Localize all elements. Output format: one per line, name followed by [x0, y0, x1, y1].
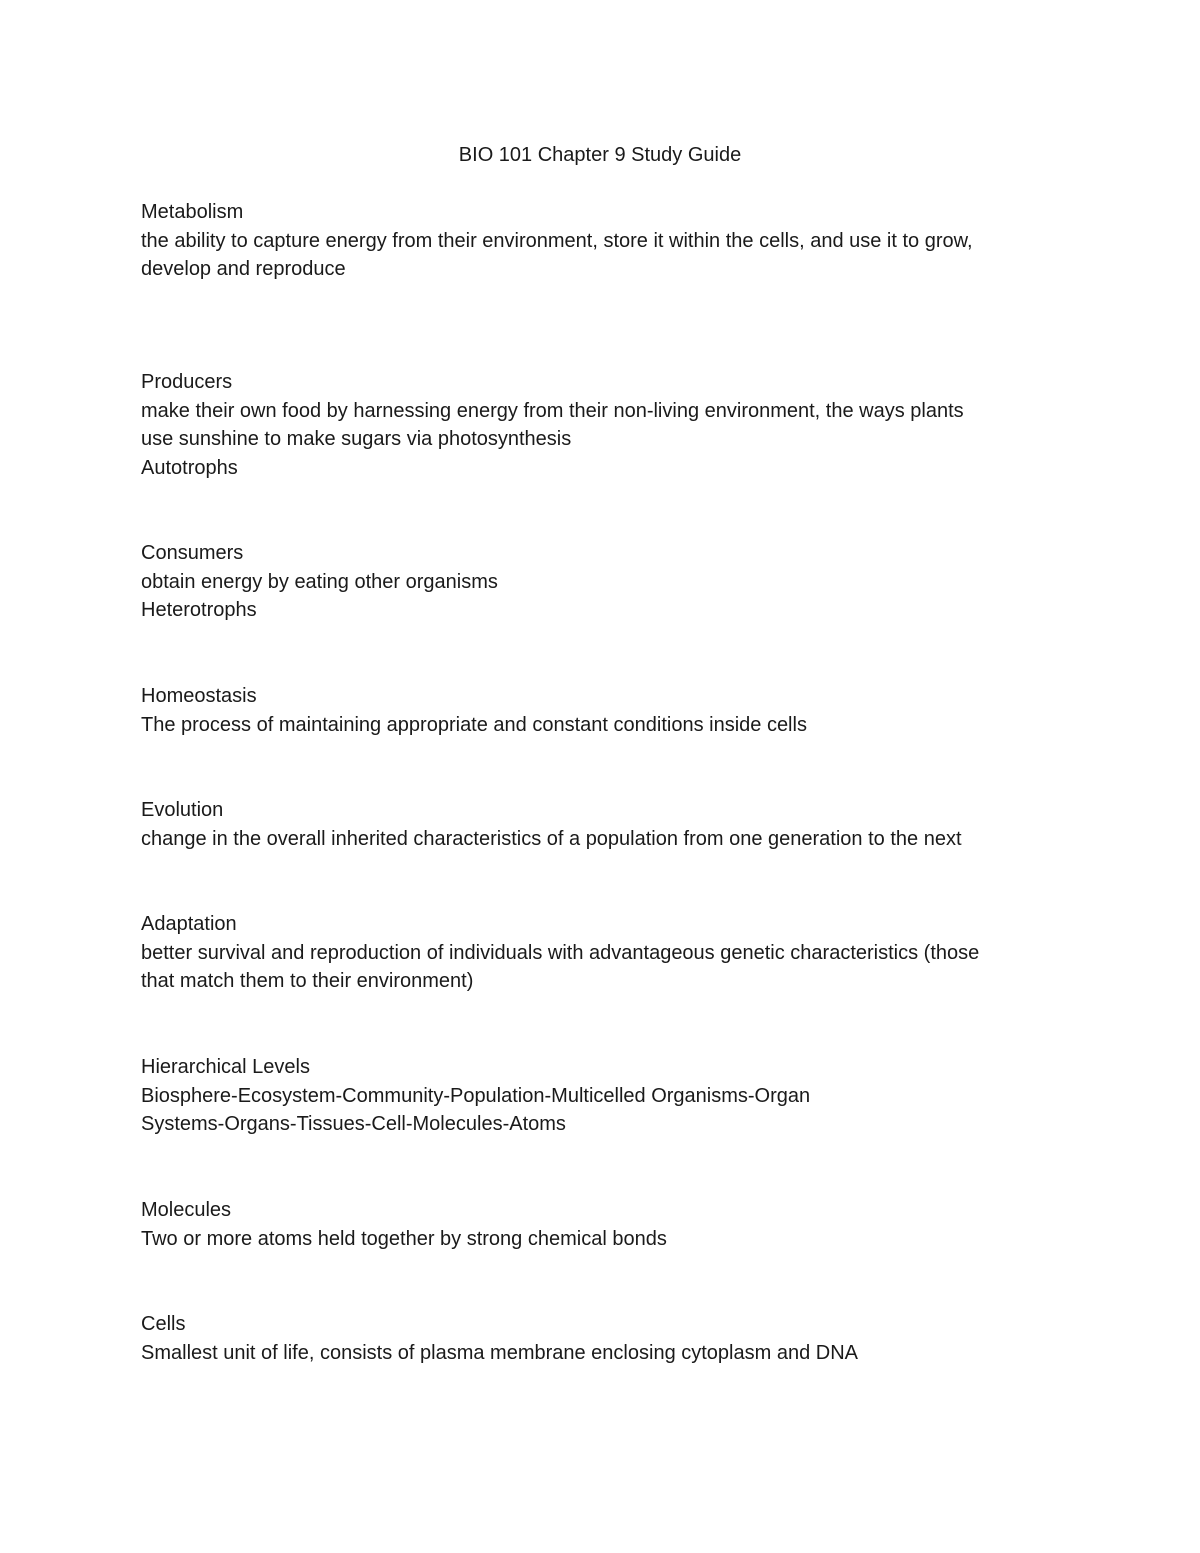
- entry-term: Evolution: [141, 799, 224, 821]
- entry-definition-line: that match them to their environment): [141, 970, 474, 993]
- entry-definition-line: Biosphere-Ecosystem-Community-Population-Multicelled Organisms-Organ: [141, 1084, 811, 1107]
- entry-definition-line: Smallest unit of life, consists of plasma membrane enclosing cytoplasm and DNA: [141, 1341, 858, 1364]
- entry-producers: [141, 368, 1061, 482]
- entry-definition-line: make their own food by harnessing energy from their non-living environment, the ways plants: [141, 399, 964, 422]
- entry-term: Producers: [141, 371, 233, 393]
- entry-definition-line: develop and reproduce: [141, 258, 346, 281]
- entry-term: Adaptation: [141, 913, 237, 935]
- entry-cells: [141, 1310, 1061, 1367]
- entry-term: Metabolism: [141, 201, 244, 223]
- entry-homeostasis: [141, 682, 1061, 739]
- entry-term: Cells: [141, 1313, 186, 1335]
- entry-synonym: Autotrophs: [141, 456, 238, 479]
- entry-definition-line: obtain energy by eating other organisms: [141, 570, 498, 593]
- entry-definition-line: use sunshine to make sugars via photosynthesis: [141, 428, 572, 451]
- entry-term: Hierarchical Levels: [141, 1056, 310, 1078]
- entry-definition-line: The process of maintaining appropriate and constant conditions inside cells: [141, 713, 807, 736]
- entry-definition-line: Two or more atoms held together by strong chemical bonds: [141, 1227, 667, 1250]
- entry-consumers: [141, 539, 1061, 625]
- entry-definition-line: change in the overall inherited characteristics of a population from one generation to the next: [141, 827, 962, 850]
- document-title: BIO 101 Chapter 9 Study Guide: [458, 144, 742, 166]
- entry-term: Homeostasis: [141, 685, 257, 707]
- entry-definition-line: Systems-Organs-Tissues-Cell-Molecules-Atoms: [141, 1113, 566, 1136]
- entry-definition-line: better survival and reproduction of individuals with advantageous genetic characteristics (those: [141, 941, 980, 964]
- entry-definition-line: the ability to capture energy from their environment, store it within the cells, and use it to grow,: [141, 229, 973, 252]
- entry-metabolism: [141, 198, 1061, 284]
- entry-adaptation: [141, 910, 1061, 996]
- entry-molecules: [141, 1196, 1061, 1253]
- entry-synonym: Heterotrophs: [141, 599, 257, 622]
- entry-evolution: [141, 796, 1061, 853]
- entry-term: Consumers: [141, 542, 244, 564]
- entry-hierarchical-levels: [141, 1053, 1061, 1139]
- entry-term: Molecules: [141, 1199, 232, 1221]
